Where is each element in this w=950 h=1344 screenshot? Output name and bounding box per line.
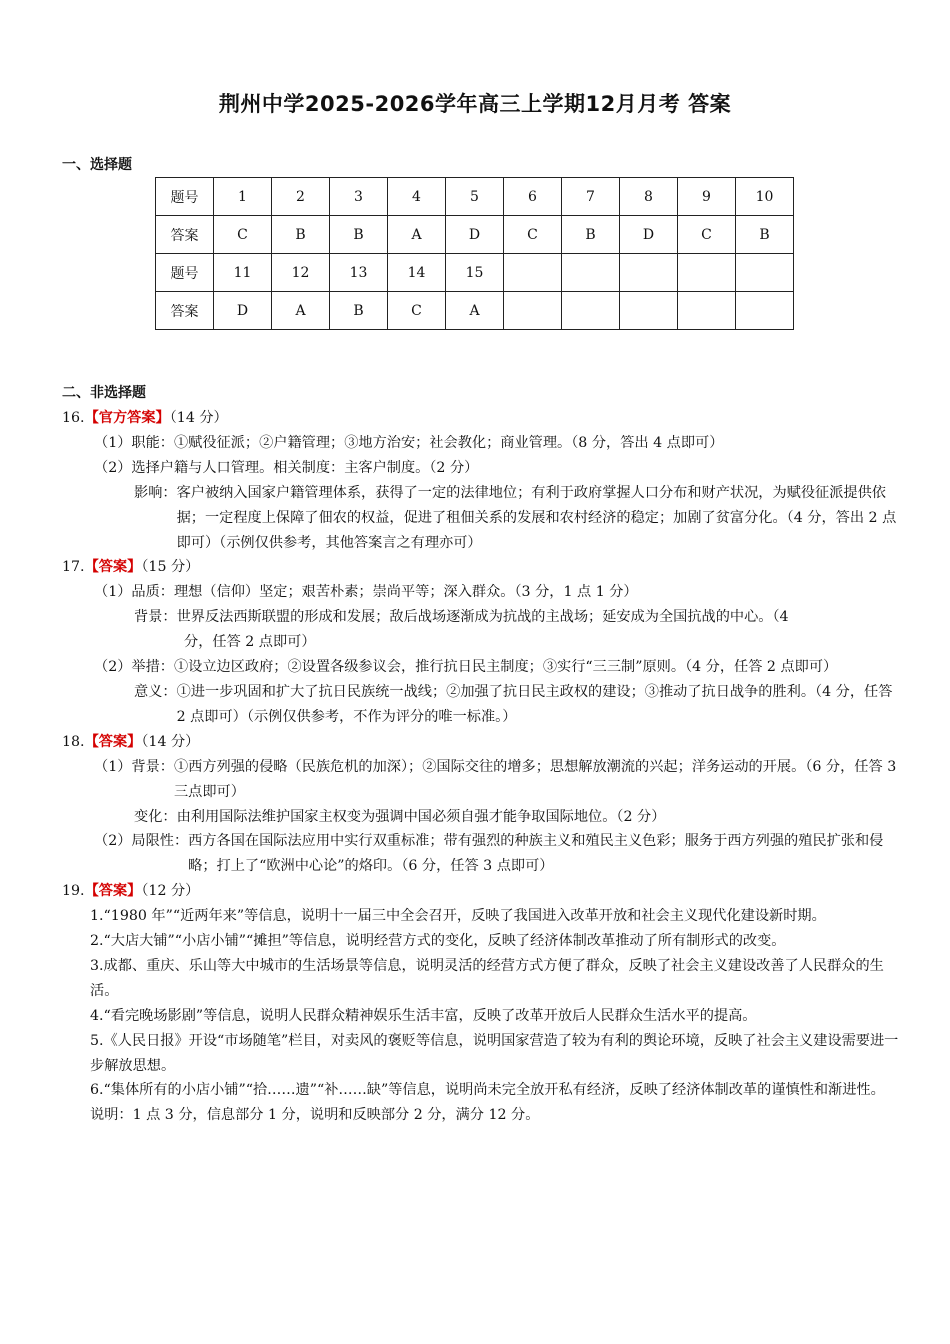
table-row — [156, 254, 794, 292]
q16-influence — [134, 481, 902, 556]
section-1-heading: 一、选择题 — [62, 157, 132, 173]
table-cell: 7 — [562, 178, 620, 216]
table-cell: B — [330, 216, 388, 254]
table-cell: 9 — [678, 178, 736, 216]
q19-item: 6.“集体所有的小店小铺”“拾……遗”“补……缺”等信息，说明尚未完全放开私有经济，反映了经济体制改革的谨慎性和渐进性。 — [90, 1082, 885, 1099]
table-row — [156, 292, 794, 330]
table-cell: C — [388, 292, 446, 330]
table-cell: 1 — [214, 178, 272, 216]
q17-part-1: （1）品质：理想（信仰）坚定；艰苦朴素；崇尚平等；深入群众。（3 分，1 点 1 分） — [94, 584, 638, 601]
q16-part-1: （1）职能：①赋役征派；②户籍管理；③地方治安；社会教化；商业管理。（8 分，答出 4 点即可） — [94, 434, 724, 451]
table-cell: A — [388, 216, 446, 254]
table-cell: 14 — [388, 254, 446, 292]
table-row — [156, 178, 794, 216]
q19-note: 说明：1 点 3 分，信息部分 1 分，说明和反映部分 2 分，满分 12 分。 — [90, 1107, 540, 1124]
table-cell: C — [214, 216, 272, 254]
question-number: 17. — [62, 559, 85, 576]
table-cell: 13 — [330, 254, 388, 292]
answers-body — [62, 406, 902, 1128]
answer-tag: 【官方答案】 — [84, 410, 170, 426]
q17-significance — [134, 680, 902, 730]
q18-limitations-label: （2）局限性： — [94, 833, 189, 850]
q16-influence-text: 客户被纳入国家户籍管理体系，获得了一定的法律地位；有利于政府掌握人口分布和财产状况，为赋役征派提供依据；一定程度上保障了佃农的权益，促进了租佃关系的发展和农村经济的稳定；加剧了贫富分化。（4 分，答出 2 点即可）（示例仅供参考，其他答案言之有理亦可） — [176, 484, 897, 551]
q17-background-text: 世界反法西斯联盟的形成和发展；敌后战场逐渐成为抗战的主战场；延安成为全国抗战的中心。（4 — [176, 609, 789, 626]
q17-measures — [94, 655, 902, 680]
q19-item: 5.《人民日报》开设“市场随笔”栏目，对卖风的褒贬等信息，说明国家营造了较为有利的舆论环境，反映了社会主义建设需要进一步解放思想。 — [90, 1032, 899, 1074]
table-cell: 8 — [620, 178, 678, 216]
q18-background-text: ①西方列强的侵略（民族危机的加深）；②国际交往的增多；思想解放潮流的兴起；洋务运动的开展。（6 分，任答 3 三点即可） — [173, 758, 897, 800]
q19-item: 1.“1980 年”“近两年来”等信息，说明十一届三中全会召开，反映了我国进入改革开放和社会主义现代化建设新时期。 — [90, 908, 826, 925]
question-score: （15 分） — [141, 559, 200, 576]
table-cell: 4 — [388, 178, 446, 216]
q19-item: 3.成都、重庆、乐山等大中城市的生活场景等信息，说明灵活的经营方式方便了群众，反映了社会主义建设改善了人民群众的生活。 — [90, 957, 884, 999]
table-cell — [736, 254, 794, 292]
table-cell: 5 — [446, 178, 504, 216]
table-cell: D — [214, 292, 272, 330]
table-cell: B — [562, 216, 620, 254]
q19-item: 2.“大店大铺”“小店小铺”“摊担”等信息，说明经营方式的变化，反映了经济体制改革推动了所有制形式的改变。 — [90, 933, 786, 950]
question-number: 18. — [62, 733, 85, 750]
table-cell: B — [272, 216, 330, 254]
table-cell: D — [620, 216, 678, 254]
table-cell: 3 — [330, 178, 388, 216]
question-score: （14 分） — [141, 733, 200, 750]
page-title: 荆州中学2025-2026学年高三上学期12月月考 答案 — [218, 92, 732, 116]
table-cell: 题号 — [156, 178, 214, 216]
table-cell — [562, 254, 620, 292]
table-cell: 12 — [272, 254, 330, 292]
question-number: 16. — [62, 410, 85, 426]
table-cell — [504, 292, 562, 330]
table-cell: 答案 — [156, 216, 214, 254]
q17-background — [134, 605, 902, 630]
question-16-heading — [62, 406, 902, 431]
answer-tag: 【答案】 — [84, 883, 142, 900]
table-cell: A — [446, 292, 504, 330]
section-2-heading: 二、非选择题 — [62, 385, 146, 401]
table-cell: 2 — [272, 178, 330, 216]
q19-item: 4.“看完晚场影剧”等信息，说明人民群众精神娱乐生活丰富，反映了改革开放后人民群众生活水平的提高。 — [90, 1007, 757, 1024]
table-cell: 答案 — [156, 292, 214, 330]
q16-part-2: （2）选择户籍与人口管理。相关制度：主客户制度。（2 分） — [94, 459, 479, 476]
table-cell — [504, 254, 562, 292]
answer-tag: 【答案】 — [84, 559, 142, 576]
table-cell: A — [272, 292, 330, 330]
table-cell: B — [330, 292, 388, 330]
q18-limitations-text: 西方各国在国际法应用中实行双重标准；带有强烈的种族主义和殖民主义色彩；服务于西方列强的殖民扩张和侵略；打上了“欧洲中心论”的烙印。（6 分，任答 3 点即可） — [188, 833, 884, 875]
question-number: 19. — [62, 883, 85, 900]
table-cell — [620, 292, 678, 330]
table-cell: C — [678, 216, 736, 254]
q18-background-label: （1）背景： — [94, 758, 174, 775]
q17-significance-text: ①进一步巩固和扩大了抗日民族统一战线；②加强了抗日民主政权的建设；③推动了抗日战争的胜利。（4 分，任答 2 点即可）（示例仅供参考，不作为评分的唯一标准。） — [176, 683, 893, 725]
table-row — [156, 216, 794, 254]
question-19-heading — [62, 879, 902, 904]
question-18-heading — [62, 730, 902, 755]
q17-measures-text: ①设立边区政府；②设置各级参议会，推行抗日民主制度；③实行“三三制”原则。（4 分，任答 2 点即可） — [173, 659, 838, 676]
table-cell: 15 — [446, 254, 504, 292]
answer-table — [155, 177, 794, 330]
table-cell: D — [446, 216, 504, 254]
q17-significance-label: 意义： — [134, 683, 177, 700]
answer-tag: 【答案】 — [84, 733, 142, 750]
q17-background-cont: 分，任答 2 点即可） — [184, 634, 316, 651]
q18-limitations — [94, 829, 902, 879]
question-score: （14 分） — [169, 410, 228, 426]
table-cell: C — [504, 216, 562, 254]
question-17-heading — [62, 555, 902, 580]
table-cell — [620, 254, 678, 292]
table-cell: 10 — [736, 178, 794, 216]
q18-background — [94, 755, 902, 805]
table-cell — [678, 292, 736, 330]
q17-background-label: 背景： — [134, 609, 177, 626]
table-cell — [736, 292, 794, 330]
table-cell — [562, 292, 620, 330]
table-cell: 题号 — [156, 254, 214, 292]
table-cell — [678, 254, 736, 292]
table-cell: 11 — [214, 254, 272, 292]
question-score: （12 分） — [141, 883, 200, 900]
table-cell: B — [736, 216, 794, 254]
table-cell: 6 — [504, 178, 562, 216]
q18-change: 变化：由利用国际法维护国家主权变为强调中国必须自强才能争取国际地位。（2 分） — [134, 808, 666, 825]
q17-measures-label: （2）举措： — [94, 659, 174, 676]
q16-influence-label: 影响： — [134, 484, 177, 501]
